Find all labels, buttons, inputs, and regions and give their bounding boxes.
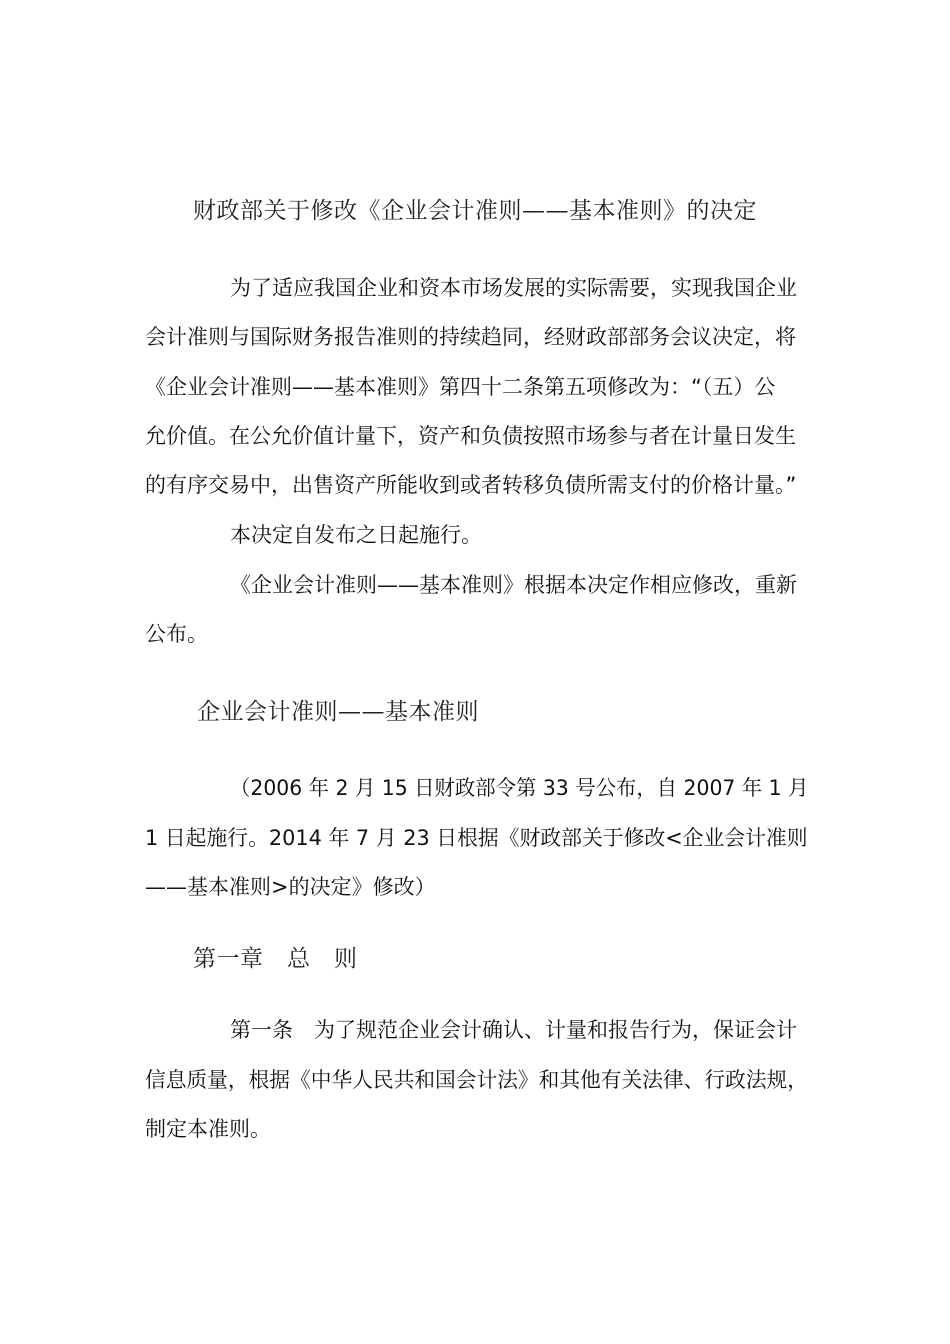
republish-paragraph-line: 《企业会计准则——基本准则》根据本决定作相应修改，重新 — [230, 573, 797, 597]
republish-paragraph-line: 公布。 — [145, 622, 208, 646]
note-paragraph-line: （2006 年 2 月 15 日财政部令第 33 号公布，自 2007 年 1 月 — [230, 776, 809, 800]
decision-paragraph-line: 为了适应我国企业和资本市场发展的实际需要，实现我国企业 — [230, 276, 797, 300]
standard-title: 企业会计准则——基本准则 — [197, 699, 479, 725]
chapter-title: 第一章 总 则 — [193, 946, 358, 972]
decision-paragraph-line: 会计准则与国际财务报告准则的持续趋同，经财政部部务会议决定，将 — [145, 325, 796, 349]
decision-title: 财政部关于修改《企业会计准则——基本准则》的决定 — [193, 198, 757, 224]
note-paragraph-line: 1 日起施行。2014 年 7 月 23 日根据《财政部关于修改<企业会计准则 — [145, 826, 808, 850]
decision-paragraph-line: 允价值。在公允价值计量下，资产和负债按照市场参与者在计量日发生 — [145, 424, 796, 448]
note-paragraph-line: ——基本准则>的决定》修改） — [145, 875, 436, 899]
decision-paragraph-line: 的有序交易中，出售资产所能收到或者转移负债所需支付的价格计量。” — [145, 473, 797, 497]
article-1-line: 第一条 为了规范企业会计确认、计量和报告行为，保证会计 — [230, 1018, 797, 1042]
decision-paragraph-line: 《企业会计准则——基本准则》第四十二条第五项修改为：“（五）公 — [145, 375, 776, 399]
effective-paragraph: 本决定自发布之日起施行。 — [230, 523, 482, 547]
article-1-line: 信息质量，根据《中华人民共和国会计法》和其他有关法律、行政法规， — [145, 1068, 808, 1092]
article-1-line: 制定本准则。 — [145, 1117, 271, 1141]
